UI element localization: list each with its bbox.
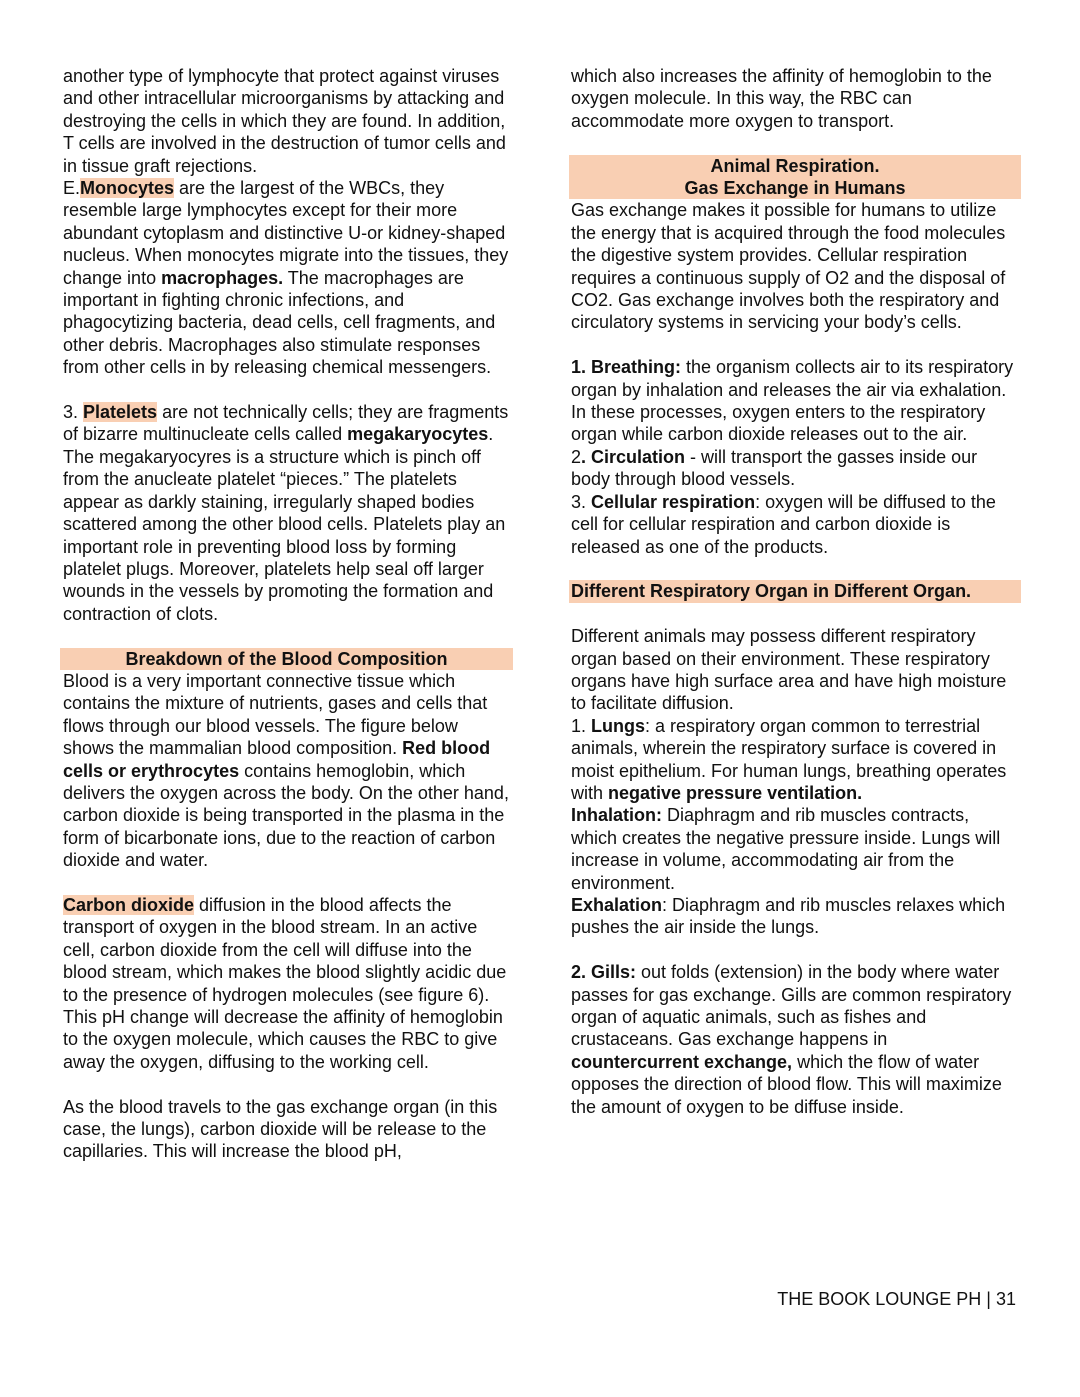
megakaryocytes-term: megakaryocytes [347, 424, 489, 445]
gills-paragraph: 2. Gills: out folds (extension) in the body where water passes for gas exchange. Gills are common respiratory organ of aquatic animals, such as fishes and crustaceans. Gas exchange happens in countercurrent exchange, which the flow of water opposes the direction of blood flow. This will maximize the amount of oxygen to be diffuse inside. [571, 962, 1012, 1117]
t-cells-paragraph: another type of lymphocyte that protect against viruses and other intracellular microorganisms by attacking and destroying the cells in which they are found. In addition, T cells are involved in the destruction of tumor cells and in tissue graft rejections. [63, 66, 506, 176]
animal-respiration-heading: Animal Respiration. Gas Exchange in Humans [569, 155, 1021, 200]
macrophages-term: macrophages. [161, 267, 284, 288]
right-column [571, 65, 1019, 1118]
lungs-paragraph: 1. Lungs: a respiratory organ common to terrestrial animals, wherein the respiratory surface is covered in moist epithelium. For human lungs, breathing operates with negative pressure ventilation. [571, 715, 1007, 803]
monocytes-paragraph: E.Monocytes are the largest of the WBCs, they resemble large lymphocytes except for their more abundant cytoplasm and distinctive U-or kidney-shaped nucleus. When monocytes migrate into the tissues, they change into macrophages. The macrophages are important in fighting chronic infections, and phagocytizing bacteria, dead cells, cell fragments, and other debris. Macrophages also stimulate responses from other cells in by releasing chemical messengers. [63, 178, 509, 378]
respiratory-organ-heading: Different Respiratory Organ in Different Organ. [569, 580, 1021, 602]
gas-exchange-paragraph: Gas exchange makes it possible for humans to utilize the energy that is acquired through the food molecules the digestive system provides. Cellular respiration requires a continuous supply of O2 and the disposal of CO2. Gas exchange involves both the respiratory and circulatory systems in servicing your body’s cells. [571, 200, 1006, 333]
platelets-paragraph: 3. Platelets are not technically cells; they are fragments of bizarre multinucleate cells called megakaryocytes. The megakaryocyres is a structure which is pinch off from the anucleate platelet “pieces.” The platelets appear as darkly staining, irregularly shaped bodies scattered among the other blood cells. Platelets play an important role in preventing blood loss by forming platelet plugs. Moreover, platelets help seal off larger wounds in the vessels by promoting the formation and contraction of clots. [63, 402, 509, 624]
left-column [63, 65, 511, 1163]
rbc-affinity-paragraph: which also increases the affinity of hemoglobin to the oxygen molecule. In this way, the RBC can accommodate more oxygen to transport. [571, 66, 992, 131]
footer-title: THE BOOK LOUNGE PH [777, 1289, 982, 1309]
footer-separator: | [986, 1289, 991, 1309]
carbon-dioxide-term: Carbon dioxide [63, 894, 195, 915]
platelets-term: Platelets [83, 402, 158, 423]
page-number: 31 [995, 1289, 1016, 1309]
monocytes-term: Monocytes [80, 178, 175, 199]
breathing-step: 1. Breathing: the organism collects air to its respiratory organ by inhalation and releases the air via exhalation. In these processes, oxygen enters to the respiratory organ while carbon dioxide releases out to the air. [571, 357, 1014, 445]
breakdown-paragraph: Blood is a very important connective tissue which contains the mixture of nutrients, gases and cells that flows through our blood vessels. The figure below shows the mammalian blood composition. Red blood cells or erythrocytes contains hemoglobin, which delivers the oxygen across the body. On the other hand, carbon dioxide is being transported in the plasma in the form of bicarbonate ions, due to the reaction of carbon dioxide and water. [63, 670, 509, 871]
breakdown-heading: Breakdown of the Blood Composition [60, 648, 513, 670]
rbc-term: Red blood cells or erythrocytes [63, 738, 491, 781]
cellular-respiration-step: 3. Cellular respiration: oxygen will be diffused to the cell for cellular respiration and carbon dioxide is released as one of the products. [571, 491, 996, 557]
blood-travels-paragraph: As the blood travels to the gas exchange organ (in this case, the lungs), carbon dioxide will be release to the capillaries. This will increase the blood pH, [63, 1096, 498, 1162]
page-footer [777, 1288, 1016, 1310]
inhalation-paragraph: Inhalation: Diaphragm and rib muscles contracts, which creates the negative pressure inside. Lungs will increase in volume, accommodating air from the environment. [571, 805, 1001, 893]
circulation-step: 2. Circulation - will transport the gasses inside our body through blood vessels. [571, 446, 978, 490]
carbon-dioxide-paragraph: Carbon dioxide diffusion in the blood affects the transport of oxygen in the blood stream. In an active cell, carbon dioxide from the cell will diffuse into the blood stream, which makes the blood slightly acidic due to the presence of hydrogen molecules (see figure 6). This pH change will decrease the affinity of hemoglobin to the oxygen molecule, which causes the RBC to give away the oxygen, diffusing to the working cell. [63, 894, 507, 1072]
respiratory-organ-intro: Different animals may possess different respiratory organ based on their environment. These respiratory organs have high surface area and have high moisture to facilitate diffusion. [571, 626, 1007, 714]
exhalation-paragraph: Exhalation: Diaphragm and rib muscles relaxes which pushes the air inside the lungs. [571, 894, 1006, 938]
